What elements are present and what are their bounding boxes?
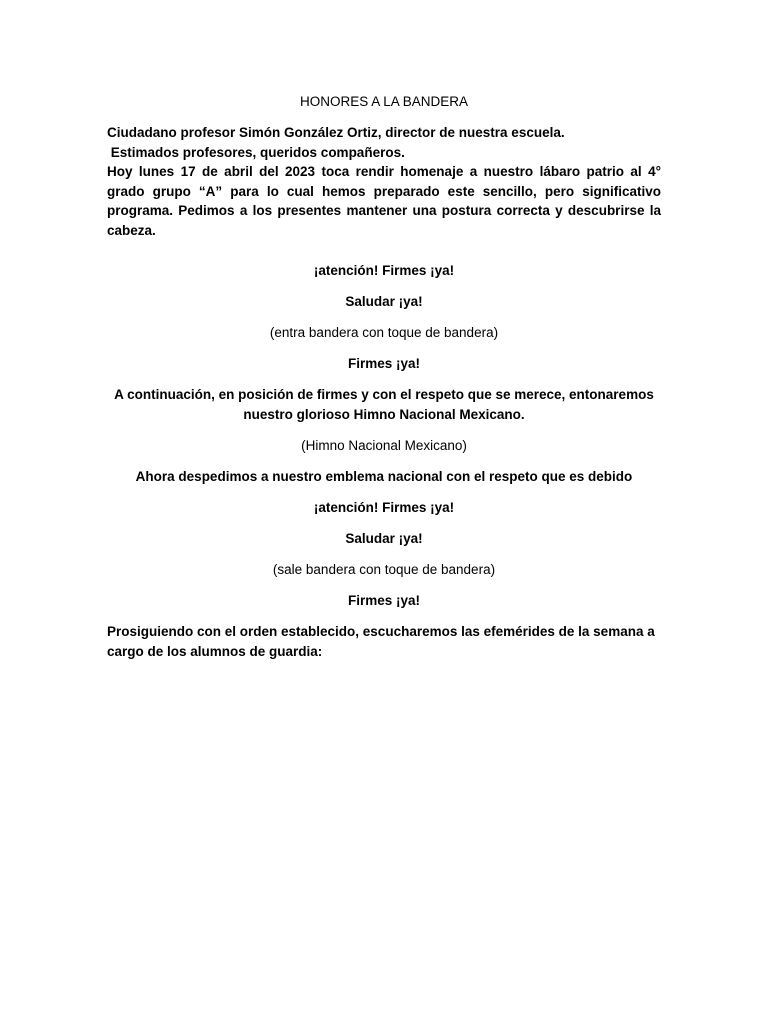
command-attention-2: ¡atención! Firmes ¡ya!	[313, 500, 455, 515]
command-salute-1: Saludar ¡ya!	[345, 294, 423, 309]
anthem-announcement-line-2: nuestro glorioso Himno Nacional Mexicano.	[243, 407, 525, 422]
command-attention-1: ¡atención! Firmes ¡ya!	[313, 263, 455, 278]
intro-greeting-director: Ciudadano profesor Simón González Ortiz, director de nuestra escuela.	[107, 125, 565, 140]
command-salute-2: Saludar ¡ya!	[345, 531, 423, 546]
stage-note-anthem: (Himno Nacional Mexicano)	[301, 438, 467, 453]
stage-note-flag-exits: (sale bandera con toque de bandera)	[272, 562, 496, 577]
document-body	[107, 94, 661, 662]
intro-greeting-teachers: Estimados profesores, queridos compañeros.	[107, 144, 405, 160]
stage-note-flag-enters: (entra bandera con toque de bandera)	[269, 325, 499, 340]
closing-line-1: Prosiguiendo con el orden establecido, escucharemos las efemérides de la semana a	[107, 624, 655, 639]
anthem-announcement-line-1: A continuación, en posición de firmes y con el respeto que se merece, entonaremos	[114, 387, 654, 402]
intro-section	[107, 123, 661, 240]
command-firm-2: Firmes ¡ya!	[347, 593, 421, 608]
closing-line-2: cargo de los alumnos de guardia:	[107, 644, 323, 659]
command-firm-1: Firmes ¡ya!	[347, 356, 421, 371]
intro-paragraph: Hoy lunes 17 de abril del 2023 toca rendir homenaje a nuestro lábaro patrio al 4° grado grupo “A” para lo cual hemos preparado este sencillo, pero significativo programa. Pedimos a los presentes mantener una postura correcta y descubrirse la cabeza.	[107, 164, 661, 238]
document-title: HONORES A LA BANDERA	[299, 94, 469, 109]
farewell-announcement: Ahora despedimos a nuestro emblema nacional con el respeto que es debido	[135, 469, 633, 484]
